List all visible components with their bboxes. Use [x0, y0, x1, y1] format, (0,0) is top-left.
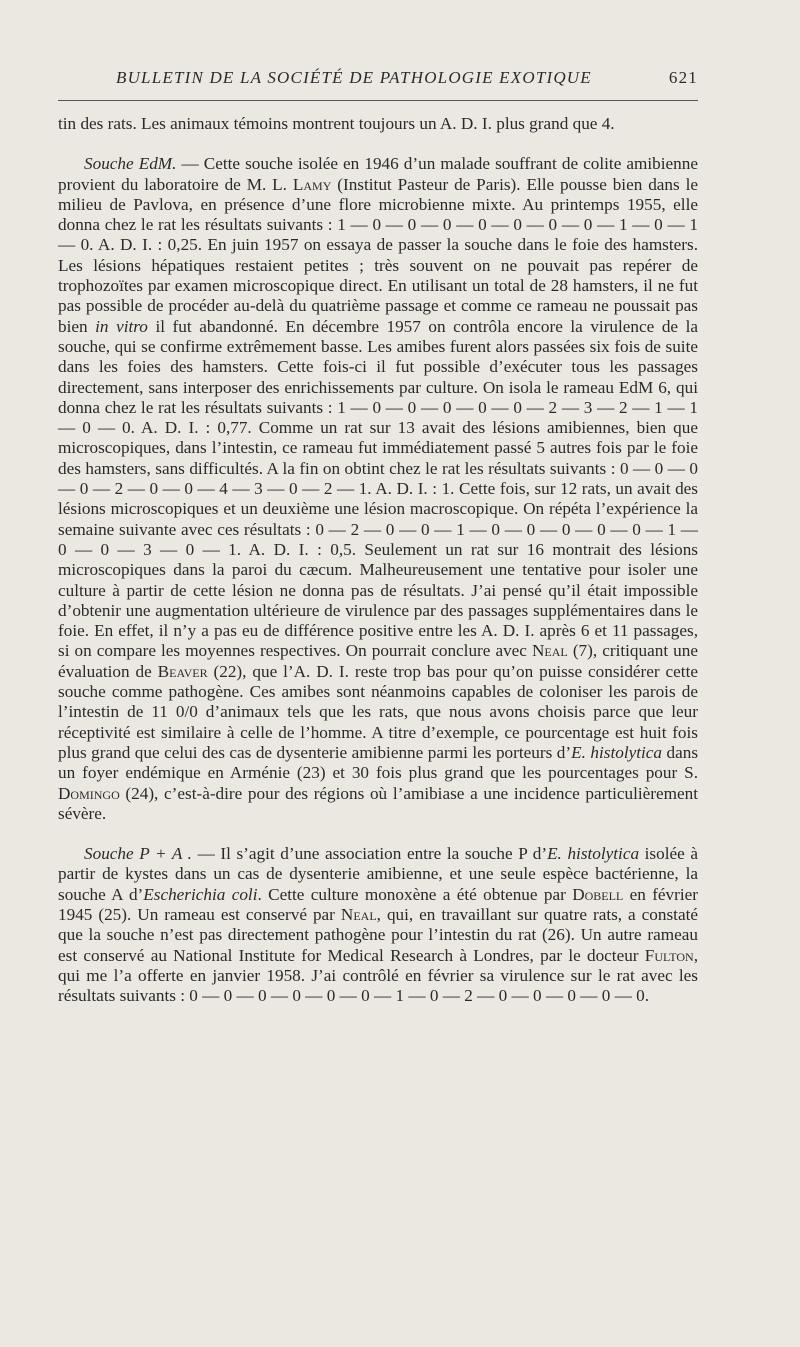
text-run: en février 1945 (25). Un rameau est conservé par — [58, 884, 698, 924]
paragraph-text: tin des rats. Les animaux témoins montrent toujours un A. D. I. plus grand que 4. — [58, 114, 615, 133]
author-domingo: Domingo — [58, 783, 120, 803]
text-run: — Cette souche isolée en 1946 d’un malade souffrant de colite amibienne provient du laboratoire de M. L. — [58, 154, 698, 194]
species-name: E. histolytica — [547, 844, 640, 864]
header-rule — [58, 100, 698, 101]
text-run: (Institut Pasteur de Paris). Elle pousse bien dans le milieu de Pavlova, en présence d’une flore microbienne mixte. Au printemps 1955, elle donna chez le rat les résultats suivants : 1 — 0 — 0 — 0 — 0 — 0 — 0 — 0 — 1 — 0 — 1 — 0. A. D. I. : 0,25. En juin 1957 on essaya de passer la souche dans le foie des hamsters. Les lésions hépatiques restaient petites ; très souvent on ne pouvait pas repérer de trophozoïtes par examen microscopique direct. En utilisant un total de 28 hamsters, il ne fut pas possible de procéder au-delà du quatrième passage et comme ce rameau ne poussait pas bien — [58, 174, 698, 336]
text-run: (7), critiquant une évaluation de — [58, 641, 698, 681]
author-neal: Neal — [340, 904, 377, 924]
text-run: , qui me l’a offerte en janvier 1958. J’ai contrôlé en février sa virulence sur le rat avec les résultats suivants : 0 — 0 — 0 — 0 — 0 — 0 — 1 — 0 — 2 — 0 — 0 — 0 — 0 — 0. — [58, 945, 698, 1006]
author-dobell: Dobell — [572, 884, 624, 904]
paragraph-continuation — [58, 114, 698, 134]
section-heading-pa: Souche P + A . — [84, 844, 192, 864]
body-text — [58, 114, 698, 1006]
text-run: (24), c’est-à-dire pour des régions où l’amibiase a une incidence particulièrement sévère. — [58, 783, 698, 823]
text-run: (22), que l’A. D. I. reste trop bas pour qu’on puisse considérer cette souche comme pathogène. Ces amibes sont néanmoins capables de coloniser les parois de l’intestin de 11 0/0 d’animaux tels que les rats, que nous avons choisis parce que leur réceptivité est similaire à celle de l’homme. A titre d’exemple, ce pourcentage est huit fois plus grand que celui des cas de dysenterie amibienne parmi les porteurs d’ — [58, 661, 698, 762]
text-run: il fut abandonné. En décembre 1957 on contrôla encore la virulence de la souche, qui se confirme extrêmement basse. Les amibes furent alors passées six fois de suite dans les foies des hamsters. Cette fois-ci il fut possible d’exécuter tous les passages directement, sans interposer des enrichissements par culture. On isola le rameau EdM 6, qui donna chez le rat les résultats suivants : 1 — 0 — 0 — 0 — 0 — 0 — 2 — 3 — 2 — 1 — 1 — 0 — 0. A. D. I. : 0,77. Comme un rat sur 13 avait des lésions amibiennes, bien que microscopiques, dans l’intestin, ce rameau fut immédiatement passé 5 autres fois par le foie des hamsters, sans difficultés. A la fin on obtint chez le rat les résultats suivants : 0 — 0 — 0 — 0 — 2 — 0 — 0 — 4 — 3 — 0 — 2 — 1. A. D. I. : 1. Cette fois, sur 12 rats, un avait des lésions microscopiques et un deuxième une lésion macroscopique. On répéta l’expérience la semaine suivante avec ces résultats : 0 — 2 — 0 — 0 — 1 — 0 — 0 — 0 — 0 — 0 — 1 — 0 — 0 — 3 — 0 — 1. A. D. I. : 0,5. Seulement un rat sur 16 montrait des lésions microscopiques dans la paroi du cæcum. Malheureusement une tentative pour isoler une culture à partir de cette lésion ne donna pas de résultats. J’ai pensé qu’il était impossible d’obtenir une augmentation ultérieure de virulence par des passages supplémentaires dans le foie. En effet, il n’y a pas eu de différence positive entre les A. D. I. après 6 et 11 passages, si on compare les moyennes respectives. On pourrait conclure avec — [58, 316, 699, 661]
text-run: , qui, en travaillant sur quatre rats, a constaté que la souche n’est pas directement pathogène pour l’intestin du rat (26). Un autre rameau est conservé au National Institute for Medical Research à Londres, par le docteur — [58, 904, 698, 965]
paragraph-souche-pa — [58, 844, 698, 1006]
author-beaver: Beaver — [157, 661, 208, 681]
species-name: E. histolytica — [571, 742, 662, 762]
species-name: Escherichia coli — [143, 884, 258, 904]
author-neal: Neal — [532, 641, 568, 661]
section-heading-edm: Souche EdM. — [84, 154, 177, 174]
text-run: — Il s’agit d’une association entre la souche P d’ — [191, 844, 548, 864]
journal-title: BULLETIN DE LA SOCIÉTÉ DE PATHOLOGIE EXOTIQUE — [116, 68, 592, 87]
paragraph-souche-edm — [58, 154, 698, 824]
author-fulton: Fulton — [644, 945, 694, 965]
text-run: dans un foyer endémique en Arménie (23) et 30 fois plus grand que les pourcentages pour S. — [58, 742, 699, 783]
page-number: 621 — [668, 68, 698, 87]
text-run: isolée à partir de kystes dans un cas de dysenterie amibienne, et une seule espèce bactérienne, la souche A d’ — [58, 844, 698, 904]
text-run: . Cette culture monoxène a été obtenue par — [257, 884, 573, 904]
term-in-vitro: in vitro — [95, 316, 148, 336]
author-lamy: Lamy — [292, 174, 332, 194]
